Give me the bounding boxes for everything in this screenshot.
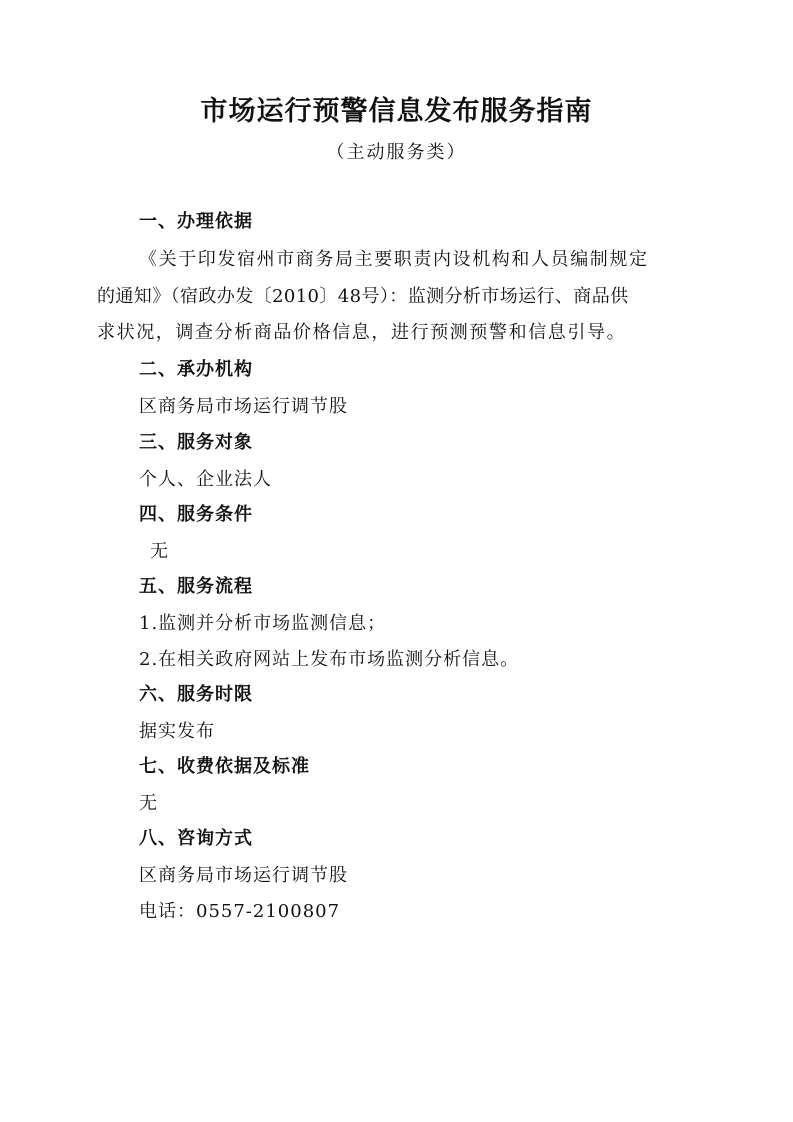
section-heading-consultation: 八、咨询方式	[139, 828, 253, 849]
basis-text-line-1: 《关于印发宿州市商务局主要职责内设机构和人员编制规定	[139, 249, 649, 270]
section-heading-process: 五、服务流程	[139, 576, 253, 597]
section-heading-basis: 一、办理依据	[139, 211, 253, 232]
fees-text: 无	[139, 793, 158, 814]
section-heading-target: 三、服务对象	[139, 432, 253, 453]
time-limit-text: 据实发布	[139, 721, 215, 742]
conditions-text: 无	[150, 541, 169, 562]
document-subtitle: （主动服务类）	[326, 142, 467, 163]
document-title: 市场运行预警信息发布服务指南	[200, 96, 593, 127]
target-text: 个人、企业法人	[139, 469, 272, 490]
consultation-agency: 区商务局市场运行调节股	[139, 865, 348, 886]
agency-text: 区商务局市场运行调节股	[139, 396, 348, 417]
section-heading-time-limit: 六、服务时限	[139, 684, 253, 705]
consultation-phone: 电话：0557-2100807	[139, 901, 341, 922]
section-heading-fees: 七、收费依据及标准	[139, 756, 310, 777]
process-step-2: 2.在相关政府网站上发布市场监测分析信息。	[139, 649, 520, 670]
basis-text-line-3: 求状况，调查分析商品价格信息，进行预测预警和信息引导。	[97, 322, 627, 343]
section-heading-agency: 二、承办机构	[139, 359, 253, 380]
section-heading-conditions: 四、服务条件	[139, 504, 253, 525]
basis-text-line-2: 的通知》（宿政办发〔2010〕48号）：监测分析市场运行、商品供	[97, 286, 629, 307]
process-step-1: 1.监测并分析市场监测信息；	[139, 613, 387, 634]
